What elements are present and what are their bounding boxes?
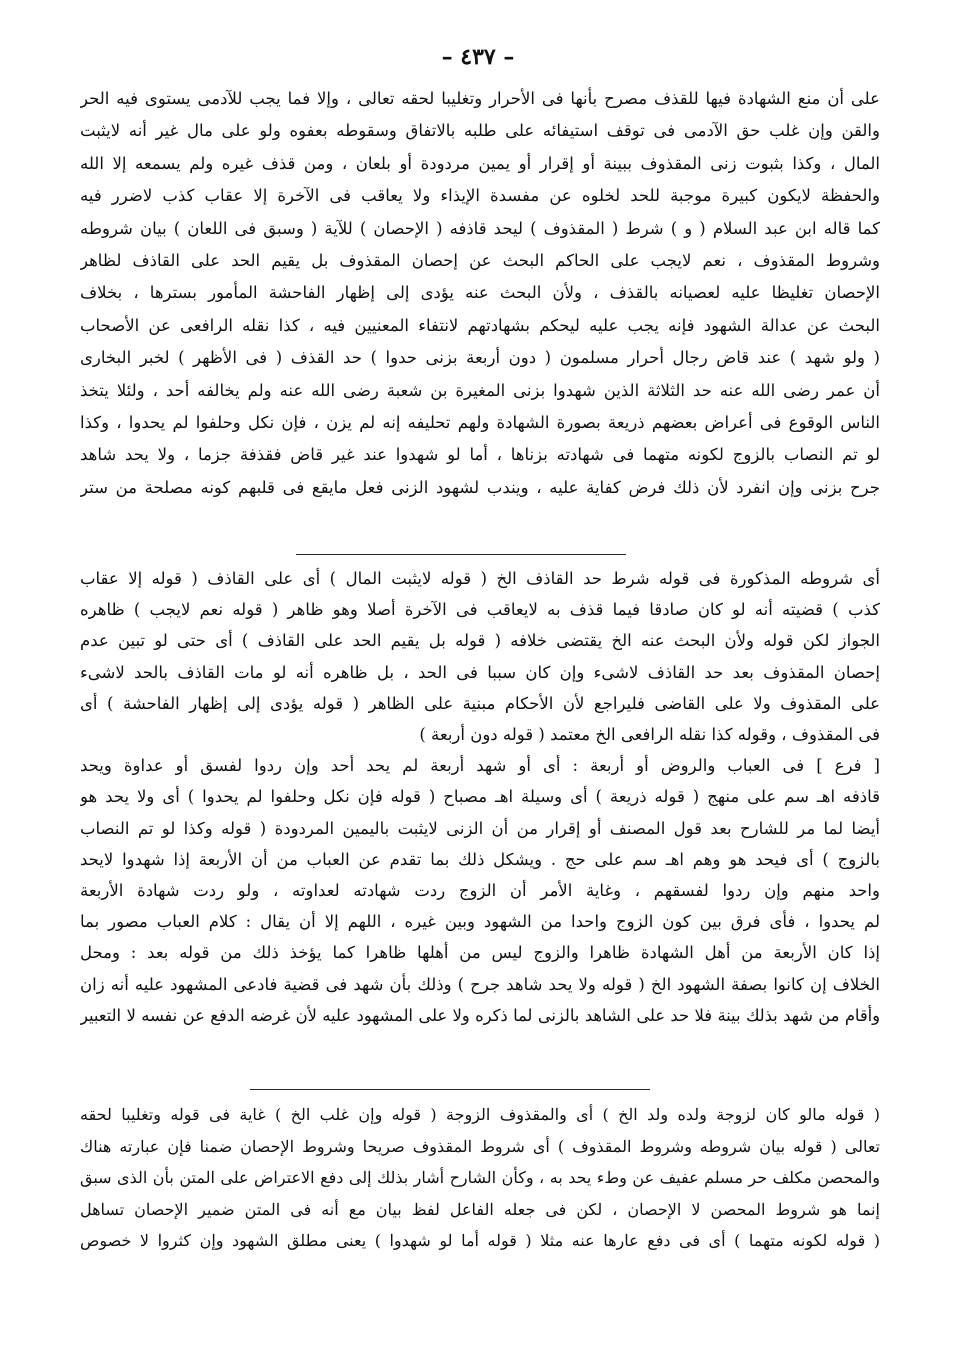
sharh-text-line: الجواز لكن قوله ولأن البحث عنه الخ يقتضى خلافه ( قوله بل يقيم الحد على القاذف ) أى حتى لو تبين عدم bbox=[80, 631, 880, 651]
main-text-line: ( ولو شهد ) عند قاض رجال أحرار مسلمون ( دون أربعة بزنى حدوا ) حد القذف ( فى الأظهر ) لخبر البخارى bbox=[80, 348, 880, 368]
sharh-text-line: لم يحدوا ، فأى فرق بين كون الزوج واحدا من الشهود وبين غيره ، اللهم إلا أن يقال : كلام العباب مصور بما bbox=[80, 912, 880, 932]
main-text-line: والقن وإن غلب حق الآدمى فى توقف استيفائه على طلبه بالاتفاق وسقوطه بعفوه ولو على مال غير أنه لايثبت bbox=[80, 121, 880, 141]
section-divider bbox=[296, 554, 626, 555]
sharh-text-line: بالزوج ) أى فيحد هو وهم اهـ سم على حج . ويشكل ذلك بما تقدم عن العباب من أن الأربعة إذا شهدوا لايحد bbox=[80, 849, 880, 869]
main-text-line: البحث عن عدالة الشهود فإنه يجب عليه ليحكم بشهادتهم لانتفاء المعنيين فيه ، كذا نقله الرافعى عن الأصحاب bbox=[80, 315, 880, 335]
main-text-line: لو تم النصاب بالزوج لكونه متهما فى شهادته بزناها ، أما لو شهدوا عند غير قاض فقذفة جزما ، ولا يحد شاهد bbox=[80, 445, 880, 465]
sharh-text-line: أى شروطه المذكورة فى قوله شرط حد القاذف الخ ( قوله لايثبت المال ) أى على القاذف ( قوله إلا عقاب bbox=[80, 569, 880, 588]
section-divider bbox=[250, 1089, 650, 1090]
sharh-text-line: فى المقذوف ، وقوله كذا نقله الرافعى الخ معتمد ( قوله دون أربعة ) bbox=[419, 725, 880, 745]
sharh-text-line: الخلاف إن كانوا بصفة الشهود الخ ( قوله ولا يحد شاهد جرح ) وذلك بأن شهد فى قضية فادعى المشهود عليه أنه زان bbox=[80, 974, 880, 994]
main-text-line: على أن منع الشهادة فيها للقذف مصرح بأنها فى الأحرار وتغليبا لحقه تعالى ، وإلا فما يجب للآدمى يستوى فيه الحر bbox=[80, 89, 880, 108]
sharh-text-block bbox=[80, 563, 880, 1031]
hashiyah-text-line: ( قوله لكونه متهما ) أى فى دفع عارها عنه مثلا ( قوله أما لو شهدوا ) يعنى مطلق الشهود وإن كثروا لا خصوص bbox=[80, 1231, 880, 1250]
sharh-text-line: [ فرع ] فى العباب والروض أو أربعة : أى أو شهد أربعة لم يحد أحد وإن ردوا لفسق أو عداوة ويحد bbox=[80, 756, 880, 776]
hashiyah-text-line: تعالى ( قوله بيان شروطه وشروط المقذوف ) أى شروط المقذوف صريحا وشروط الإحصان ضمنا فإن عبارته هناك bbox=[80, 1136, 880, 1156]
sharh-text-line: قاذفه اهـ سم على منهج ( قوله ذريعة ) أى وسيلة اهـ مصباح ( قوله فإن نكل وحلفوا لم يحدوا ) أى ولا يحد هو bbox=[80, 787, 880, 807]
main-text-line: وشروط المقذوف ، نعم لايجب على الحاكم البحث عن إحصان المقذوف بل يقيم الحد على القاذف لظاهر bbox=[80, 251, 880, 271]
hashiyah-text-line: ( قوله مالو كان لزوجة ولده ولد الخ ) أى والمقذوف الزوجة ( قوله وإن غلب الخ ) غاية فى قوله وتغليبا لحقه bbox=[80, 1105, 880, 1124]
sharh-text-line: إحصان المقذوف بعد حد القاذف لاشىء وإن كان سببا فى الحد ، بل ظاهره أنه لو مات القاذف بالحد لاشىء bbox=[80, 662, 880, 682]
main-text-block bbox=[80, 83, 880, 504]
sharh-text-line: وأقام من شهد بذلك بينة فلا حد على الشاهد بالزنى لما ذكره ولا على المشهود عليه لأن غرضه الدفع عن نفسه لا التعبير bbox=[80, 1005, 880, 1025]
main-text-line: كما قاله ابن عبد السلام ( و ) شرط ( المقذوف ) ليحد قاذفه ( الإحصان ) للآية ( وسبق فى اللعان ) بيان شروطه bbox=[80, 218, 880, 238]
main-text-line: أن عمر رضى الله عنه حد الثلاثة الذين شهدوا بزنى المغيرة بن شعبة رضى الله عنه ولم يخالفه أحد ، ولئلا يتخذ bbox=[80, 380, 880, 400]
sharh-text-line: إذا كان الأربعة من أهل الشهادة ظاهرا والزوج ليس من أهلها ظاهرا كما يؤخذ ذلك من قوله بعد : ومحل bbox=[80, 943, 880, 963]
main-text-line: الناس الوقوع فى أعراض بعضهم ذريعة بصورة الشهادة ولهم تحليفه إنه لم يزن ، فإن نكل وحلفوا لم يحدوا ، وكذا bbox=[80, 413, 880, 433]
sharh-text-line: أيضا لما مر للشارح بعد قول المصنف أو إقرار من أن الزنى لايثبت باليمين المردودة ( قوله وكذا لو تم النصاب bbox=[80, 818, 880, 838]
sharh-text-line: واحد منهم وإن ردوا لفسقهم ، وغاية الأمر أن الزوج ردت شهادته لعداوته ، ولو ردت شهادة الأربعة bbox=[80, 881, 880, 901]
hashiyah-text-line: إنما هو شروط المحصن لا الإحصان ، لكن فى جعله الفاعل لفظ بيان مع أنه فى المتن ضمير الإحصان تساهل bbox=[80, 1199, 880, 1219]
sharh-text-line: على المقذوف ولا على القاضى فليراجع لأن الأحكام مبنية على الظاهر ( قوله يؤدى إلى إظهار الفاحشة ) أى bbox=[80, 693, 880, 713]
page-number: – ٤٣٧ – bbox=[441, 44, 515, 70]
hashiyah-text-line: والمحصن مكلف حر مسلم عفيف عن وطء يحد به ، وكأن الشارح أشار بذلك إلى دفع الاعتراض على المتن بأن الذى سبق bbox=[80, 1168, 880, 1187]
hashiyah-text-block bbox=[80, 1099, 880, 1257]
main-text-line: والحفظة لايكون كبيرة موجبة للحد لخلوه عن مفسدة الإيذاء ولا يعاقب فى الآخرة إلا عقاب كذب لاضرر فيه bbox=[80, 186, 880, 206]
sharh-text-line: كذب ) قضيته أنه لو كان صادقا فيما قذف به لايعاقب فى الآخرة أصلا وهو ظاهر ( قوله نعم لايجب ) ظاهره bbox=[80, 600, 880, 620]
main-text-line: جرح بزنى وإن انفرد لأن ذلك فرض كفاية عليه ، ويندب لشهود الزنى فعل مايقع فى قلبهم كونه مصلحة من ستر bbox=[80, 477, 880, 497]
main-text-line: الإحصان تغليظا عليه لعصيانه بالقذف ، ولأن البحث عنه يؤدى إلى إظهار الفاحشة المأمور بسترها ، بخلاف bbox=[80, 283, 880, 303]
main-text-line: المال ، وكذا بثبوت زنى المقذوف ببينة أو إقرار أو يمين مردودة أو بلعان ، ومن قذف غيره ولم يسمعه إلا الله bbox=[80, 153, 880, 173]
